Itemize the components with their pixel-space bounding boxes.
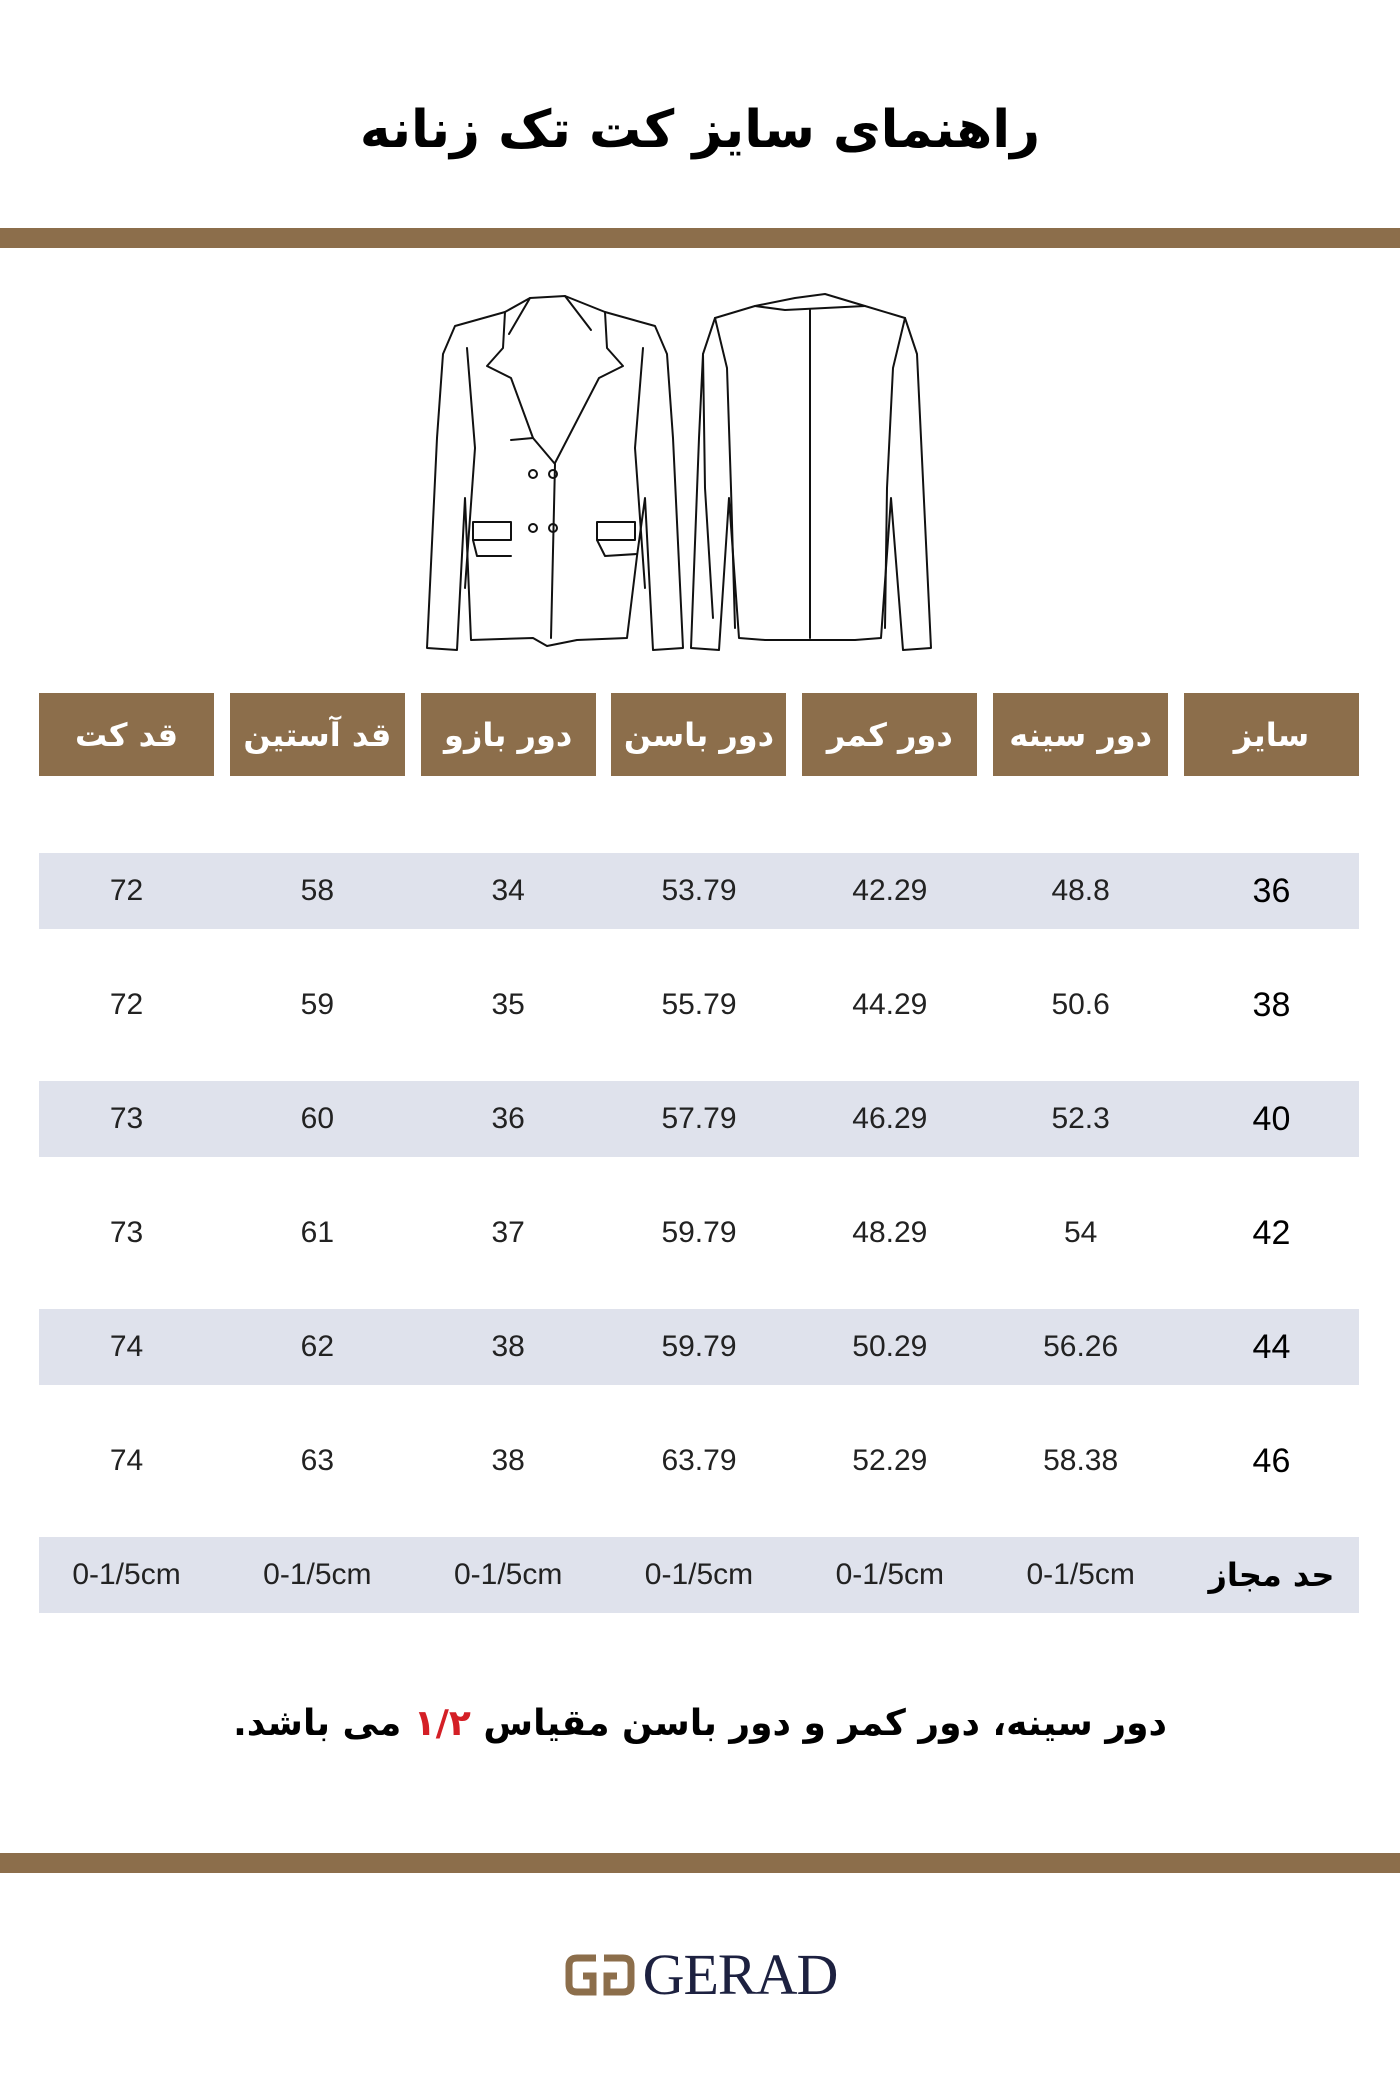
cell-size: 42: [1252, 1213, 1291, 1252]
cell-hip: 0-1/5cm: [644, 1558, 754, 1591]
header-waist: دور کمر: [802, 693, 977, 776]
cell-hip: 63.79: [661, 1444, 737, 1477]
note-text-end: می باشد.: [233, 1703, 414, 1744]
cell-hip: 55.79: [661, 988, 737, 1021]
note-text-start: دور سینه، دور کمر و دور باسن مقیاس: [470, 1703, 1167, 1744]
cell-waist: 52.29: [852, 1444, 928, 1477]
table-row: [39, 853, 1359, 929]
cell-hip: 59.79: [661, 1330, 737, 1363]
cell-sleeve-length: 58: [300, 874, 335, 907]
brand-logo: [0, 1942, 1400, 2007]
cell-sleeve-length: 59: [300, 988, 335, 1021]
cell-size: 40: [1252, 1099, 1291, 1138]
measurement-note: [0, 1703, 1400, 1744]
header-sleeve-length: قد آستین: [230, 693, 405, 776]
cell-jacket-length: 0-1/5cm: [72, 1558, 181, 1591]
cell-arm: 38: [491, 1330, 525, 1363]
cell-size: 46: [1252, 1441, 1291, 1480]
cell-size: 44: [1252, 1327, 1291, 1366]
cell-chest: 52.3: [1051, 1102, 1110, 1135]
cell-arm: 35: [491, 988, 525, 1021]
cell-chest: 54: [1063, 1216, 1098, 1249]
cell-jacket-length: 73: [109, 1102, 144, 1135]
cell-waist: 50.29: [852, 1330, 928, 1363]
cell-waist: 48.29: [852, 1216, 928, 1249]
cell-size: 38: [1252, 985, 1291, 1024]
cell-waist: 44.29: [852, 988, 928, 1021]
table-row: [39, 967, 1359, 1043]
top-divider: [0, 228, 1400, 248]
cell-arm: 0-1/5cm: [453, 1558, 563, 1591]
cell-sleeve-length: 62: [300, 1330, 335, 1363]
page-title: راهنمای سایز کت تک زنانه: [359, 100, 1041, 160]
table-row: [39, 1309, 1359, 1385]
cell-jacket-length: 74: [109, 1330, 144, 1363]
cell-chest: 56.26: [1043, 1330, 1119, 1363]
cell-waist: 0-1/5cm: [835, 1558, 944, 1591]
cell-sleeve-length: 60: [300, 1102, 335, 1135]
table-row: [39, 1195, 1359, 1271]
cell-sleeve-length: 63: [300, 1444, 335, 1477]
cell-chest: 48.8: [1051, 874, 1110, 907]
gerad-monogram-icon: [563, 1950, 637, 2000]
jacket-back-icon: [691, 294, 931, 650]
cell-sleeve-length: 61: [300, 1216, 335, 1249]
jacket-front-icon: [427, 296, 683, 650]
cell-hip: 59.79: [661, 1216, 737, 1249]
header-hip: دور باسن: [611, 693, 786, 776]
cell-jacket-length: 74: [109, 1444, 144, 1477]
size-table: [39, 693, 1359, 1594]
table-header: [39, 693, 1359, 776]
cell-tolerance-label: حد مجاز: [1208, 1556, 1335, 1594]
table-row-tolerance: [39, 1537, 1359, 1613]
cell-chest: 50.6: [1051, 988, 1110, 1021]
header-chest: دور سینه: [993, 693, 1168, 776]
header-arm: دور بازو: [421, 693, 596, 776]
cell-hip: 57.79: [661, 1102, 737, 1135]
cell-chest: 0-1/5cm: [1026, 1558, 1135, 1591]
cell-waist: 42.29: [852, 874, 928, 907]
cell-waist: 46.29: [852, 1102, 928, 1135]
brand-name: GERAD: [642, 1942, 838, 2007]
cell-chest: 58.38: [1043, 1444, 1119, 1477]
table-row: [39, 1423, 1359, 1499]
cell-size: 36: [1252, 871, 1291, 910]
cell-hip: 53.79: [661, 874, 737, 907]
table-row: [39, 1081, 1359, 1157]
cell-jacket-length: 73: [109, 1216, 144, 1249]
cell-sleeve-length: 0-1/5cm: [263, 1558, 372, 1591]
cell-arm: 37: [491, 1216, 525, 1249]
jacket-illustration: [405, 288, 1005, 658]
note-ratio: ۱/۲: [413, 1703, 471, 1744]
cell-arm: 38: [491, 1444, 525, 1477]
cell-arm: 34: [491, 874, 525, 907]
header-size: سایز: [1184, 693, 1359, 776]
cell-arm: 36: [491, 1102, 525, 1135]
header-jacket-length: قد کت: [39, 693, 214, 776]
cell-jacket-length: 72: [109, 988, 144, 1021]
bottom-divider: [0, 1853, 1400, 1873]
cell-jacket-length: 72: [109, 874, 144, 907]
